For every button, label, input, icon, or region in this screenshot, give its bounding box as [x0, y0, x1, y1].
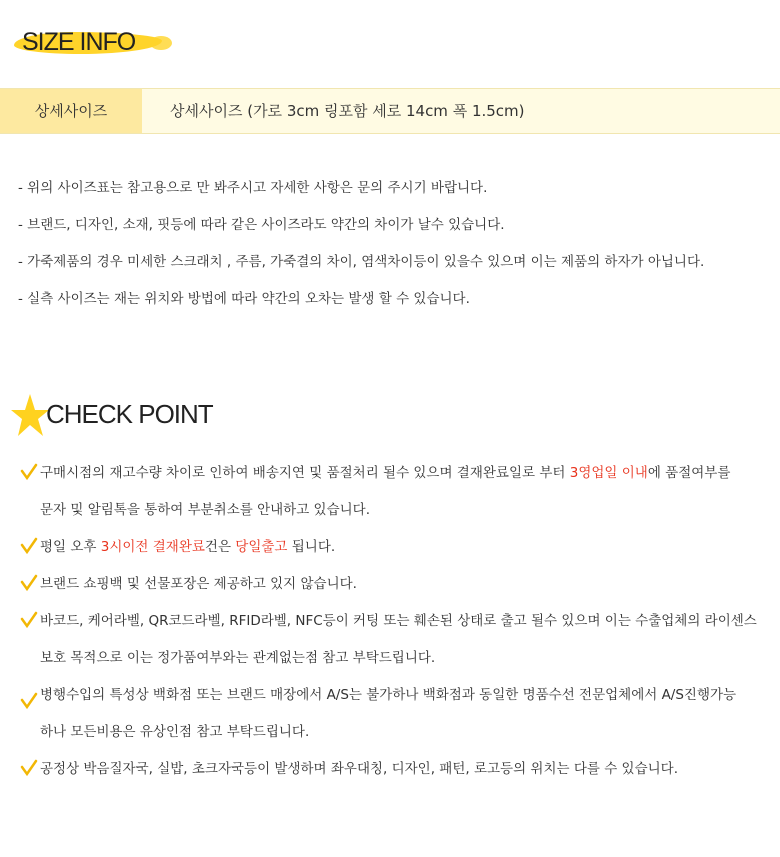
size-info-header	[14, 22, 135, 62]
check-item-line	[40, 458, 757, 495]
check-item	[20, 606, 757, 680]
size-info-title: SIZE INFO	[22, 28, 136, 56]
check-text: 구매시점의 재고수량 차이로 인하여 배송지연 및 품절처리 될수 있으며 결재완료일로 부터	[40, 465, 570, 481]
check-text: 평일 오후	[40, 539, 101, 555]
check-item	[20, 680, 757, 754]
highlight-text: 3시이전 결재완료	[100, 539, 205, 555]
size-row-label: 상세사이즈	[0, 89, 142, 133]
check-point-list	[20, 458, 757, 791]
check-item	[20, 458, 757, 532]
check-icon	[20, 574, 38, 592]
check-text: 됩니다.	[287, 539, 336, 555]
note-item: - 가죽제품의 경우 미세한 스크래치 , 주름, 가죽결의 차이, 염색차이등이 있을수 있으며 이는 제품의 하자가 아닙니다.	[18, 254, 705, 270]
check-icon	[20, 537, 38, 555]
check-point-title: CHECK POINT	[46, 399, 213, 429]
check-item-line: 브랜드 쇼핑백 및 선물포장은 제공하고 있지 않습니다.	[40, 576, 357, 592]
check-item-line	[40, 532, 757, 569]
check-text: 건은	[204, 539, 236, 555]
size-table-row	[0, 88, 780, 134]
check-item	[20, 569, 757, 606]
check-icon	[20, 463, 38, 481]
check-item-line: 문자 및 알림톡을 통하여 부분취소를 안내하고 있습니다.	[40, 502, 370, 518]
check-item	[20, 754, 757, 791]
check-icon	[20, 611, 38, 629]
check-item-line: 병행수입의 특성상 백화점 또는 브랜드 매장에서 A/S는 불가하나 백화점과 동일한 명품수선 전문업체에서 A/S진행가능	[40, 687, 737, 703]
note-item: - 브랜드, 디자인, 소재, 핏등에 따라 같은 사이즈라도 약간의 차이가 날수 있습니다.	[18, 217, 505, 233]
note-item: - 실측 사이즈는 재는 위치와 방법에 따라 약간의 오차는 발생 할 수 있습니다.	[18, 291, 470, 307]
check-text: 에 품절여부를	[647, 465, 731, 481]
star-icon	[10, 390, 50, 440]
note-item: - 위의 사이즈표는 참고용으로 만 봐주시고 자세한 사항은 문의 주시기 바랍니다.	[18, 180, 488, 196]
check-icon	[20, 692, 38, 710]
check-item-line: 하나 모든비용은 유상인점 참고 부탁드립니다.	[40, 724, 310, 740]
size-notes-list	[18, 176, 704, 324]
highlight-text: 3영업일 이내	[569, 465, 648, 481]
highlight-text: 당일출고	[235, 539, 288, 555]
check-item-line: 보호 목적으로 이는 정가품여부와는 관계없는점 참고 부탁드립니다.	[40, 650, 436, 666]
check-item-line: 공정상 박음질자국, 실밥, 초크자국등이 발생하며 좌우대칭, 디자인, 패턴, 로고등의 위치는 다를 수 있습니다.	[40, 761, 679, 777]
check-item-line: 바코드, 케어라벨, QR코드라벨, RFID라벨, NFC등이 커팅 또는 훼손된 상태로 출고 될수 있으며 이는 수출업체의 라이센스	[40, 613, 757, 629]
size-row-value: 상세사이즈 (가로 3cm 링포함 세로 14cm 폭 1.5cm)	[170, 102, 525, 120]
check-icon	[20, 759, 38, 777]
check-item	[20, 532, 757, 569]
